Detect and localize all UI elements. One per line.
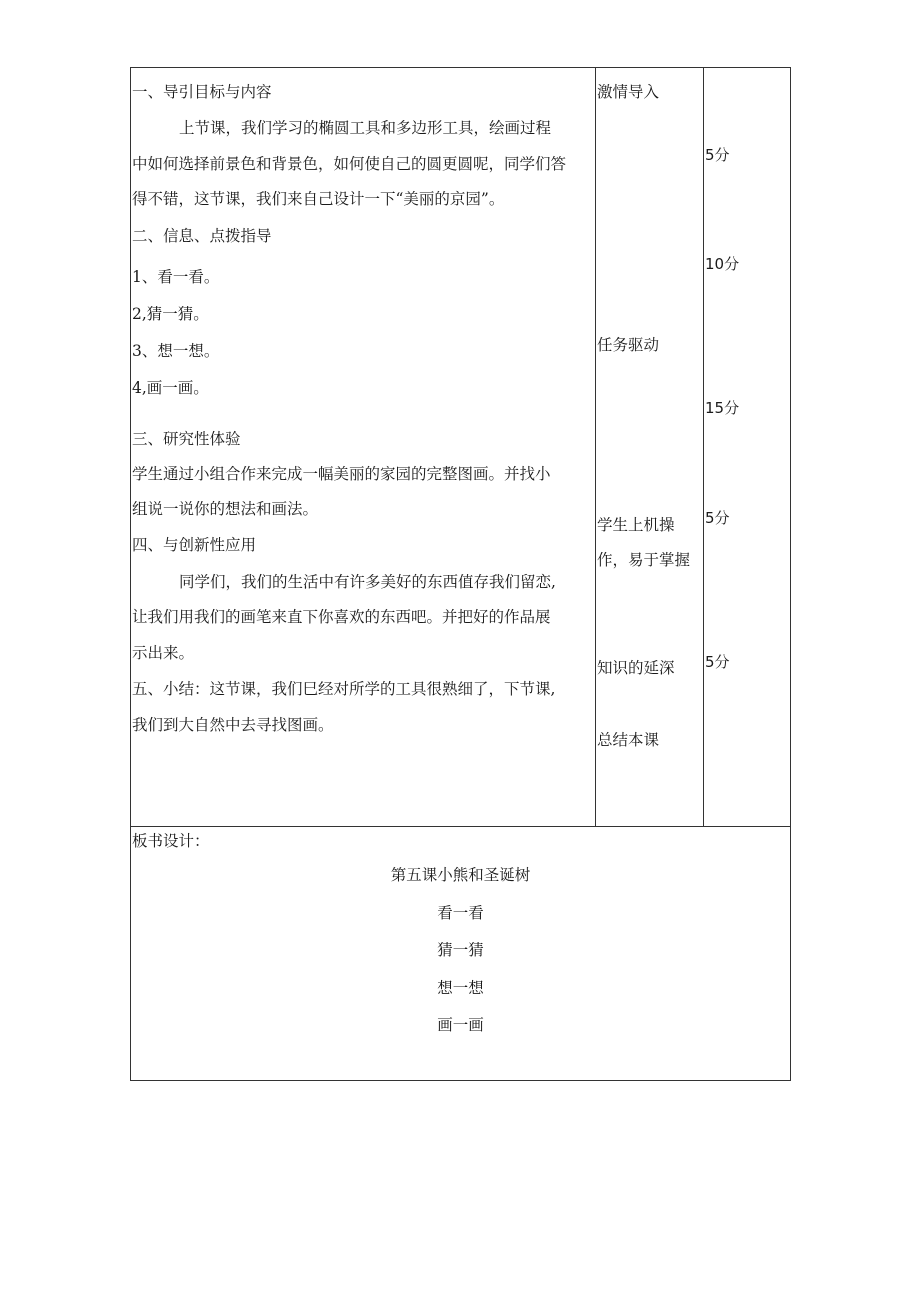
method-hands-on-line: 作，易于掌握	[597, 551, 691, 569]
section-5-summary-line: 五、小结：这节课，我们巳经对所学的工具很熟细了，下节课,	[132, 680, 556, 698]
table-row-divider	[130, 826, 791, 827]
time-allocation: 5分	[705, 653, 730, 671]
section-2-title: 二、信息、点拨指导	[132, 227, 272, 245]
section-4-title: 四、与创新性应用	[132, 536, 257, 554]
section-3-title: 三、研究性体验	[132, 430, 241, 448]
step-look: 1、看一看。	[132, 268, 220, 286]
table-border-bottom	[130, 1080, 791, 1081]
column-divider-time	[703, 67, 704, 827]
board-line: 看一看	[437, 904, 484, 922]
section-1-paragraph-line: 得不错，这节课，我们来自己设计一下“美丽的京园”。	[132, 190, 505, 208]
board-line: 想一想	[437, 979, 484, 997]
time-allocation: 10分	[705, 255, 740, 273]
section-4-paragraph-line: 示出来。	[132, 644, 195, 662]
time-allocation: 15分	[705, 399, 740, 417]
section-3-paragraph-line: 学生通过小组合作来完成一幅美丽的家园的完整图画。并找小	[132, 465, 551, 483]
section-4-paragraph-line: 让我们用我们的画笔来直下你喜欢的东西吧。并把好的作品展	[132, 608, 551, 626]
method-passion-intro: 激情导入	[597, 83, 660, 101]
method-knowledge-extension: 知识的延深	[597, 659, 675, 677]
board-title: 第五课小熊和圣诞树	[390, 866, 531, 884]
time-allocation: 5分	[705, 509, 730, 527]
board-line: 画一画	[437, 1016, 484, 1034]
section-5-summary-line: 我们到大自然中去寻找图画。	[132, 716, 334, 734]
board-design-label: 板书设计：	[132, 832, 210, 850]
method-task-driven: 任务驱动	[597, 336, 660, 354]
lesson-plan-table	[130, 67, 791, 1081]
column-divider-method	[595, 67, 596, 827]
step-think: 3、想一想。	[132, 342, 220, 360]
section-3-paragraph-line: 组说一说你的想法和画法。	[132, 500, 319, 518]
table-border-right	[790, 67, 791, 1081]
method-summary: 总结本课	[597, 731, 660, 749]
step-draw: 4,画一画。	[132, 379, 209, 397]
section-1-paragraph-line: 中如何选择前景色和背景色，如何使自己的圆更圆呢，同学们答	[132, 155, 567, 173]
method-hands-on-line: 学生上机操	[597, 516, 675, 534]
section-4-paragraph-line: 同学们，我们的生活中有许多美好的东西值存我们留恋,	[179, 573, 556, 591]
section-1-title: 一、导引目标与内容	[132, 83, 272, 101]
section-1-paragraph-line: 上节课，我们学习的椭圆工具和多边形工具，绘画过程	[179, 119, 552, 137]
time-allocation: 5分	[705, 146, 730, 164]
table-border-top	[130, 67, 791, 68]
board-line: 猜一猜	[437, 941, 484, 959]
step-guess: 2,猜一猜。	[132, 305, 209, 323]
table-border-left	[130, 67, 131, 1081]
